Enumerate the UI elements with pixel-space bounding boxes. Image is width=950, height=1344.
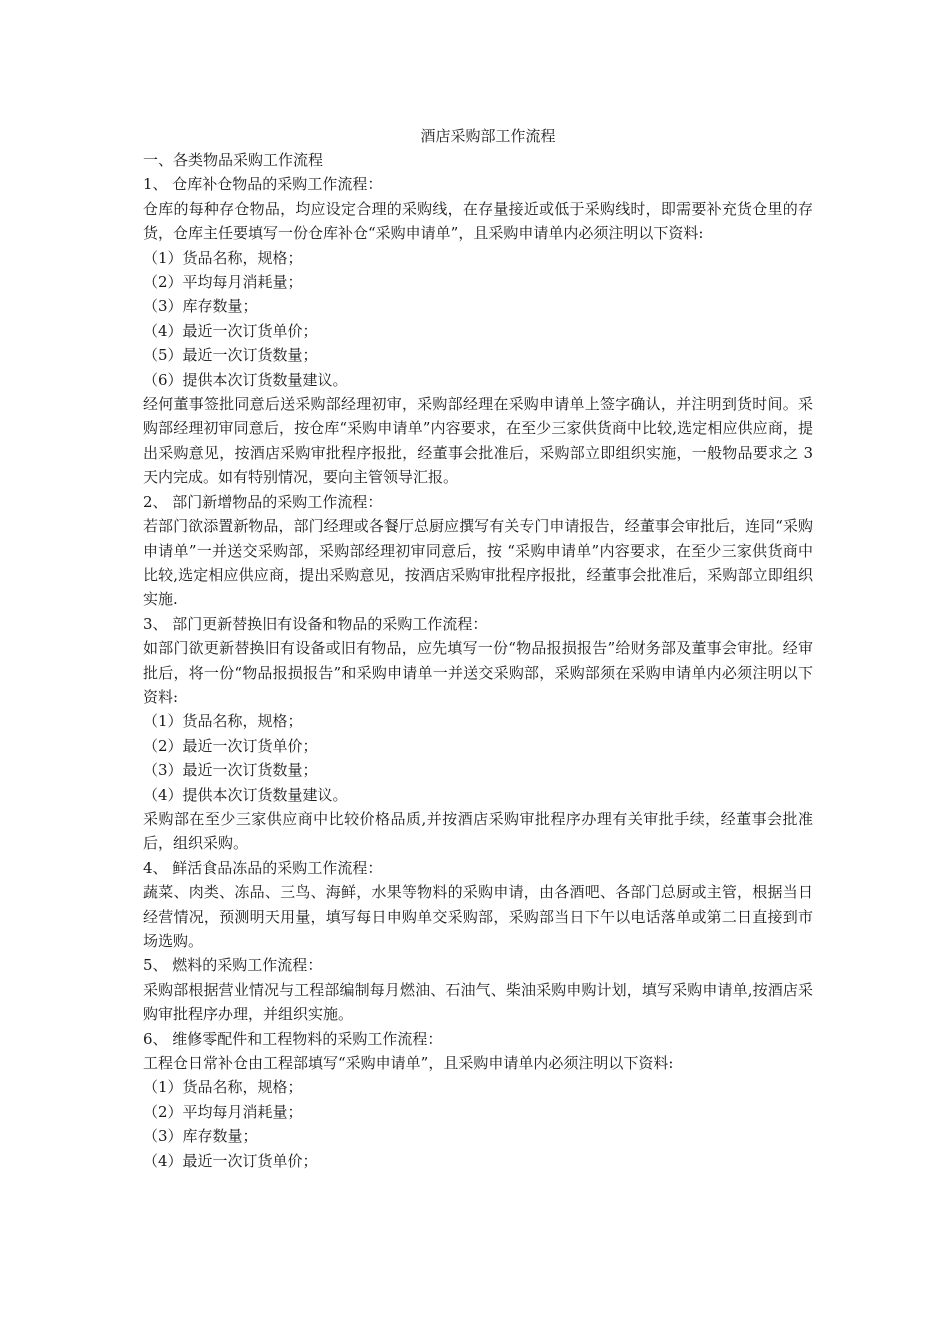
list-item: （3）库存数量；	[143, 1127, 258, 1146]
list-item: （5）最近一次订货数量；	[143, 346, 318, 365]
paragraph: 若部门欲添置新物品，部门经理或各餐厅总厨应撰写有关专门申请报告，经董事会审批后，连同“采购申请单”一并送交采购部，采购部经理初审同意后，按 “采购申请单”内容要求，在至少三家供货商中比较,选定相应供应商，提出采购意见，按酒店采购审批程序报批，经董事会批准后，采购部立即组织实施.	[143, 517, 813, 609]
list-item: （3）库存数量；	[143, 297, 258, 316]
list-item: （2）最近一次订货单价；	[143, 736, 318, 755]
paragraph: 仓库的每种存仓物品，均应设定合理的采购线，在存量接近或低于采购线时，即需要补充货仓里的存货，仓库主任要填写一份仓库补仓“采购申请单”，且采购申请单内必须注明以下资料:	[143, 199, 813, 243]
list-item: （2）平均每月消耗量；	[143, 1102, 303, 1121]
subsection-heading: 5、 燃料的采购工作流程：	[143, 956, 323, 975]
paragraph: 如部门欲更新替换旧有设备或旧有物品，应先填写一份“物品报损报告”给财务部及董事会审批。经审批后，将一份“物品报损报告”和采购申请单一并送交采购部，采购部须在采购申请单内必须注明以下资料:	[143, 639, 813, 706]
paragraph: 经何董事签批同意后送采购部经理初审，采购部经理在采购申请单上签字确认，并注明到货时间。采购部经理初审同意后，按仓库“采购申请单”内容要求，在至少三家供货商中比较,选定相应供应商，提出采购意见，按酒店采购审批程序报批，经董事会批准后，采购部立即组织实施，一般物品要求之 3 天内完成。如有特别情况，要向主管领导汇报。	[143, 395, 813, 487]
subsection-heading: 1、 仓库补仓物品的采购工作流程：	[143, 175, 383, 194]
paragraph: 采购部在至少三家供应商中比较价格品质,并按酒店采购审批程序办理有关审批手续，经董事会批准后，组织采购。	[143, 809, 813, 853]
list-item: （4）最近一次订货单价；	[143, 321, 318, 340]
document-title: 酒店采购部工作流程	[420, 127, 556, 145]
list-item: （4）提供本次订货数量建议。	[143, 785, 348, 804]
list-item: （6）提供本次订货数量建议。	[143, 370, 348, 389]
list-item: （1）货品名称，规格；	[143, 712, 303, 731]
subsection-heading: 4、 鲜活食品冻品的采购工作流程：	[143, 858, 383, 877]
paragraph: 工程仓日常补仓由工程部填写“采购申请单”，且采购申请单内必须注明以下资料:	[143, 1054, 674, 1073]
subsection-heading: 6、 维修零配件和工程物料的采购工作流程：	[143, 1029, 443, 1048]
section-heading: 一、各类物品采购工作流程	[143, 151, 324, 169]
paragraph: 蔬菜、肉类、冻品、三鸟、海鲜，水果等物料的采购申请，由各酒吧、各部门总厨或主管，根据当日经营情况，预测明天用量，填写每日申购单交采购部，采购部当日下午以电话落单或第二日直接到市场选购。	[143, 883, 813, 950]
list-item: （4）最近一次订货单价；	[143, 1151, 318, 1170]
paragraph: 采购部根据营业情况与工程部编制每月燃油、石油气、柴油采购申购计划，填写采购申请单,按酒店采购审批程序办理，并组织实施。	[143, 980, 813, 1024]
subsection-heading: 2、 部门新增物品的采购工作流程：	[143, 492, 383, 511]
document-page	[143, 124, 813, 1173]
list-item: （2）平均每月消耗量；	[143, 273, 303, 292]
list-item: （3）最近一次订货数量；	[143, 761, 318, 780]
subsection-heading: 3、 部门更新替换旧有设备和物品的采购工作流程：	[143, 614, 488, 633]
list-item: （1）货品名称，规格；	[143, 248, 303, 267]
list-item: （1）货品名称，规格；	[143, 1078, 303, 1097]
